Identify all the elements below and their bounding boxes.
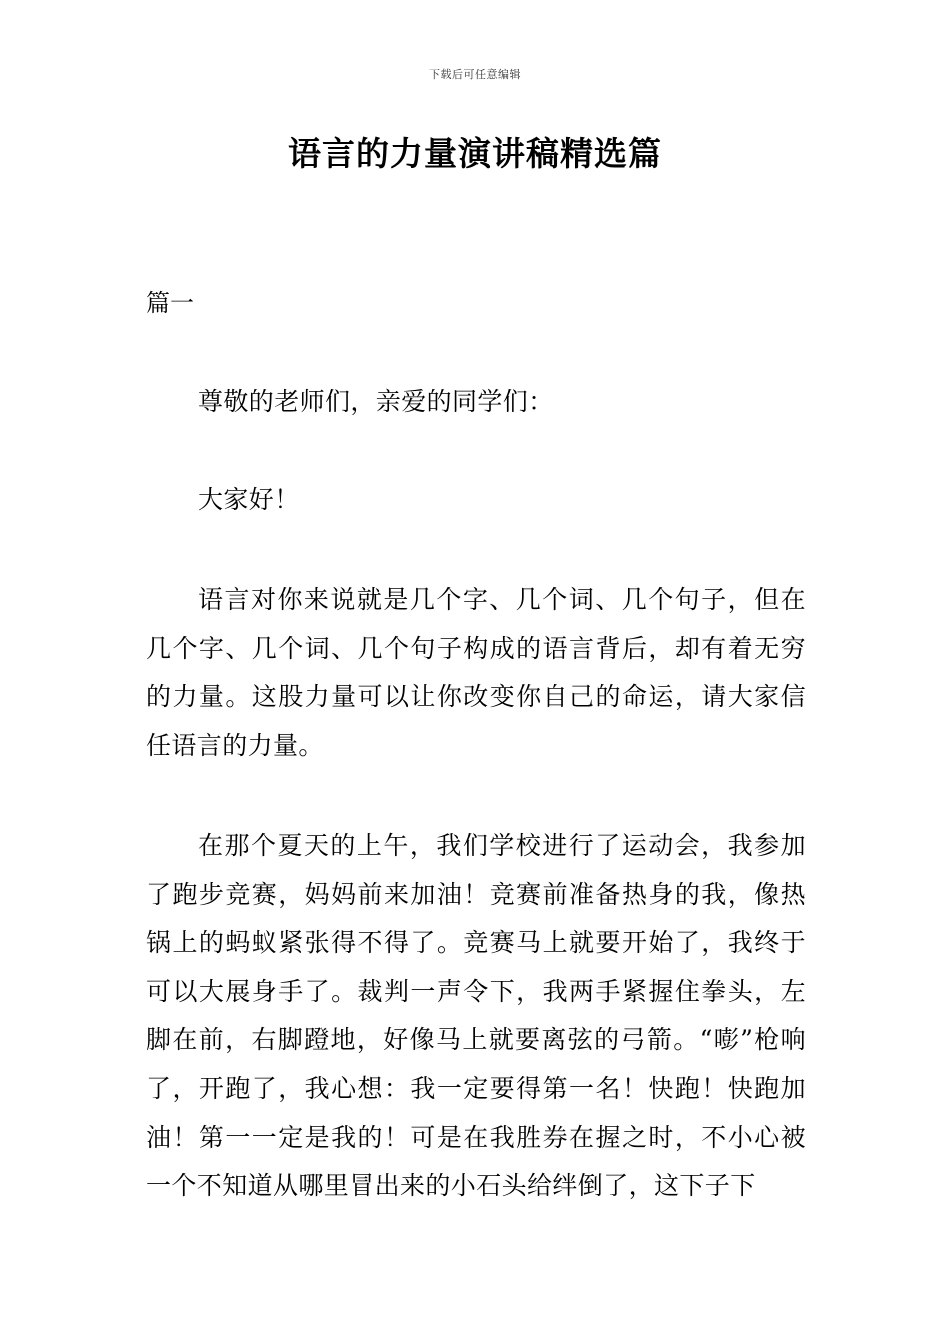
header-note: 下载后可任意编辑 [429, 68, 521, 81]
section-label: 篇一 [146, 289, 194, 317]
greeting-paragraph: 大家好！ [198, 485, 300, 514]
document-title: 语言的力量演讲稿精选篇 [288, 134, 662, 173]
body-paragraph: 在那个夏天的上午，我们学校进行了运动会，我参加了跑步竞赛，妈妈前来加油！竞赛前准备热身的我，像热锅上的蚂蚁紧张得不得了。竞赛马上就要开始了，我终于可以大展身手了。裁判一声令下，我两手紧握住拳头，左脚在前，右脚蹬地，好像马上就要离弦的弓箭。“嘭”枪响了，开跑了，我心想：我一定要得第一名！快跑！快跑加油！第一一定是我的！可是在我胜券在握之时，不小心被一个不知道从哪里冒出来的小石头给绊倒了，这下子下 [146, 831, 806, 1201]
salutation-paragraph: 尊敬的老师们，亲爱的同学们： [198, 387, 554, 416]
body-paragraph: 语言对你来说就是几个字、几个词、几个句子，但在几个字、几个词、几个句子构成的语言背后，却有着无穷的力量。这股力量可以让你改变你自己的命运，请大家信任语言的力量。 [146, 585, 806, 760]
